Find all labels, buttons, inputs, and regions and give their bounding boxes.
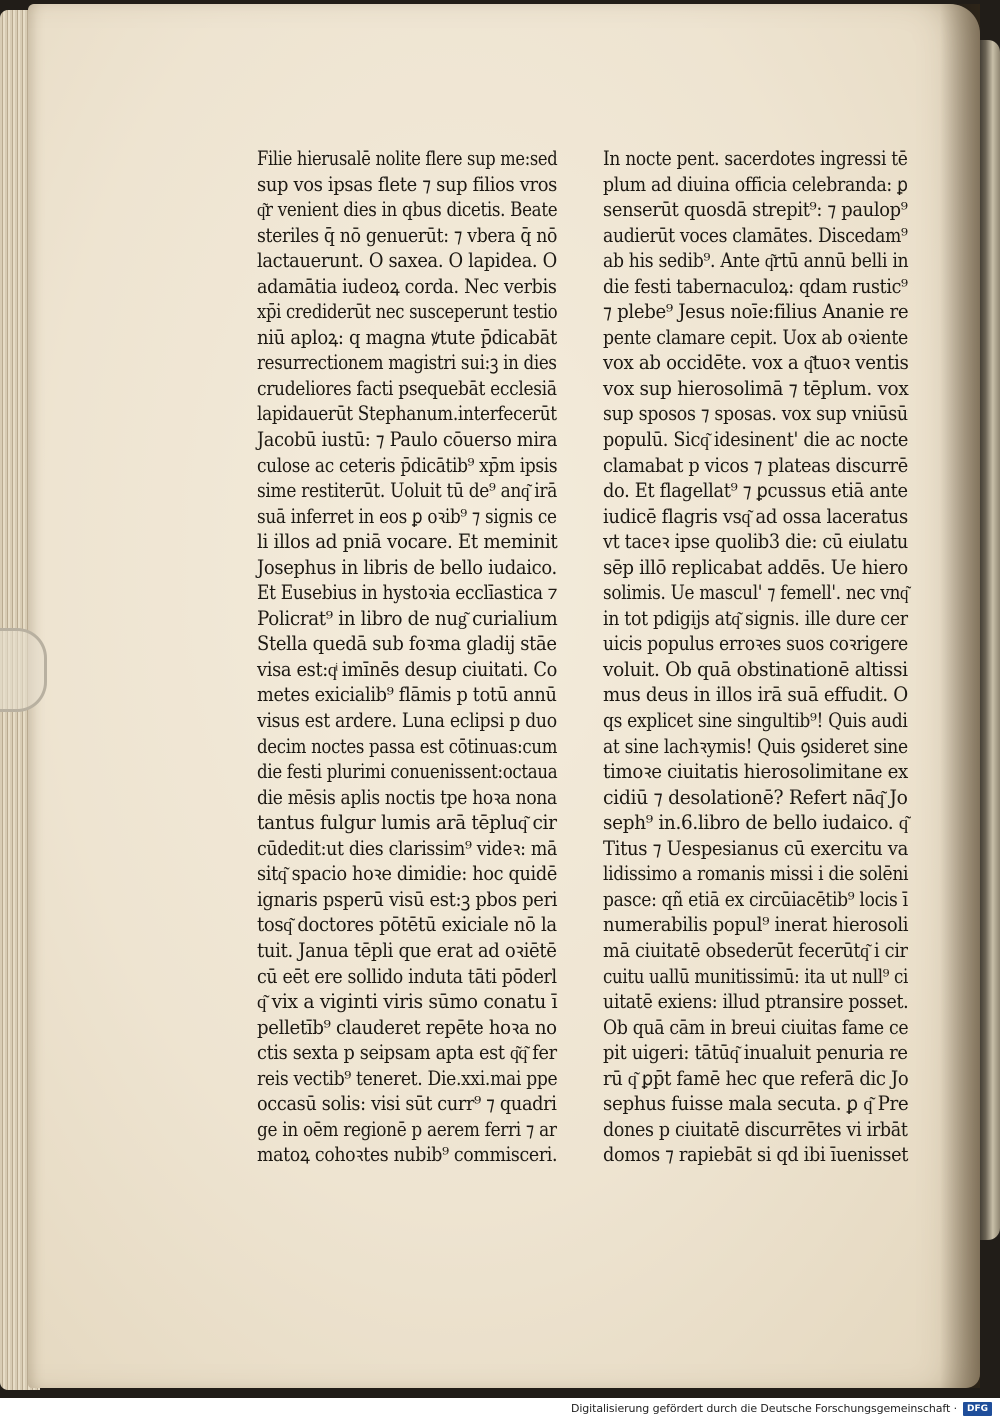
text-line: in tot pdigijs atq͂ signis. ille dure cer (603, 606, 908, 630)
text-line: voluit. Ob quā obstinationē altissi (603, 657, 908, 681)
text-line: visus est ardere. Luna eclipsi p duo (257, 709, 557, 733)
text-line: ignaris psperū visū est:ꝫ pbos peri (257, 887, 558, 911)
text-line: timoꝛe ciuitatis hierosolimitane ex (603, 760, 908, 784)
text-line: q͂ vix a viginti viris sūmo conatu ī (257, 990, 558, 1014)
page-gutter-shadow (940, 4, 980, 1388)
dfg-logo-icon: DFG (963, 1402, 992, 1416)
text-line: pelletīb⁹ clauderet repēte hoꝛa no (257, 1015, 557, 1039)
text-line: Et Eusebius in hystoꝛia ecclīastica ⁊ (257, 581, 558, 605)
text-line: suā inferret in eos ꝑ oꝛib⁹ ⁊ signis ce (257, 504, 557, 528)
text-line: mus deus in illos irā suā effudit. O (603, 683, 908, 707)
text-line: vox sup hierosolimā ⁊ tēplum. vox (603, 376, 909, 400)
text-line: cūdedit:ut dies clarissim⁹ videꝛ: mā (257, 836, 557, 860)
text-line: pit uigeri: tātūq͂ inualuit penuria re (603, 1041, 908, 1065)
text-line: sephus fuisse mala secuta. ꝑ q͂ Pre (603, 1092, 909, 1116)
text-line: at sine lachꝛymis! Quis ꝯsideret sine (603, 734, 908, 758)
text-line: plum ad diuina officia celebranda: ꝑ (603, 172, 908, 196)
text-line: cū eēt ere sollido induta tāti pōderl (257, 964, 557, 988)
text-line: pasce: qñ etiā ex circūiacētib⁹ locis ī (603, 887, 908, 911)
text-line: uicis populus erroꝛes suos coꝛrigere (603, 632, 908, 656)
digitization-footer (0, 1398, 1000, 1419)
footer-credit-text: Digitalisierung gefördert durch die Deutsche Forschungsgemeinschaft · (570, 1402, 957, 1415)
text-line: Titus ⁊ Uespesianus cū exercitu va (603, 836, 909, 860)
text-line: Jacobū iustū: ⁊ Paulo cōuerso mira (257, 428, 558, 452)
text-line: sitq͂ spacio hoꝛe dimidie: hoc quidē (257, 862, 557, 886)
text-line: occasū solis: visi sūt curr⁹ ⁊ quadri (257, 1092, 557, 1116)
text-line: senserūt quosdā strepit⁹: ⁊ paulop⁹ (603, 198, 908, 222)
right-text-column (603, 146, 908, 1168)
text-line: die festi tabernaculoꝝ: qdam rustic⁹ (603, 274, 908, 298)
text-line: lactauerunt. O saxea. O lapidea. O (257, 249, 557, 273)
text-line: clamabat p vicos ⁊ plateas discurrē (603, 453, 908, 477)
text-line: audierūt voces clamātes. Discedam⁹ (603, 223, 908, 247)
text-line: Ob quā cām in breui ciuitas fame ce (603, 1015, 909, 1039)
text-line: uitatē exiens: illud ptransire posset. (603, 990, 909, 1014)
text-line: Stella quedā sub foꝛma gladij stāe (257, 632, 557, 656)
text-line: populū. Sicq͂ idesinent' die ac nocte (603, 428, 909, 452)
text-line: sime restiterūt. Uoluit tū de⁹ anq͂ irā (257, 479, 558, 503)
text-line: die festi plurimi conuenissent:octaua (257, 760, 558, 784)
text-line: In nocte pent. sacerdotes ingressi tē (603, 147, 908, 170)
text-line: tosq͂ doctores pōtētū exiciale nō la (257, 913, 557, 937)
text-line: Policrat⁹ in libro de nug͂ curialium (257, 606, 558, 630)
text-line: vt taceꝛ ipse quolib3 die: cū eiulatu (603, 530, 908, 554)
text-line: cidiū ⁊ desolationē? Refert nāq͂ Jo (603, 785, 908, 809)
text-line: Josephus in libris de bello iudaico. (257, 555, 557, 579)
text-line: do. Et flagellat⁹ ⁊ ꝑcussus etiā ante (603, 479, 908, 503)
text-line: numerabilis popul⁹ inerat hierosoli (603, 913, 909, 937)
text-line: solimis. Ue mascul' ⁊ femell'. nec vnq͂ (603, 581, 909, 605)
text-line: tuit. Janua tēpli que erat ad oꝛiētē (257, 938, 557, 962)
text-line: cuitu uallū munitissimū: ita ut null⁹ ci (603, 964, 908, 988)
text-line: reis vectib⁹ teneret. Die.xxi.mai ppe (257, 1066, 558, 1090)
text-line: li illos ad pniā vocare. Et meminit (257, 530, 558, 554)
left-text-column (257, 146, 557, 1168)
text-line: matoꝝ cohoꝛtes nubib⁹ commisceri. (257, 1143, 558, 1167)
text-line: pente clamare cepit. Uox ab oꝛiente (603, 325, 908, 349)
text-line: dones p ciuitatē discurrētes vi irbāt (603, 1117, 908, 1141)
text-line: resurrectionem magistri sui:ꝫ in dies (257, 351, 557, 375)
text-line: metes exicialib⁹ flāmis p totū annū (257, 683, 557, 707)
text-line: lidissimo a romanis missi i die solēni (603, 862, 909, 886)
text-line: visa est:qͥ imīnēs desup ciuitati. Co (257, 657, 557, 681)
text-line: ⁊ plebe⁹ Jesus noīe:filius Ananie re (603, 300, 909, 324)
text-line: vox ab occidēte. vox a q͂tuoꝛ ventis (603, 351, 909, 375)
text-line: xp̄i crediderūt nec susceperunt testio (257, 300, 558, 324)
text-line: decim noctes passa est cōtinuas:cum (257, 734, 558, 758)
text-line: rū q͂ ꝑp̄t famē hec que referā dic Jo (603, 1066, 909, 1090)
text-line: sēp illō replicabat addēs. Ue hiero (603, 555, 908, 579)
text-line: ctis sexta p seipsam apta est q͂q͂ fer (257, 1041, 557, 1065)
text-line: ab his sedib⁹. Ante q͂rtū annū belli in (603, 249, 909, 273)
text-line: culose ac ceteris p̄dicātib⁹ xp̄m ipsis (257, 453, 558, 477)
text-line: ge in oēm regionē p aerem ferri ⁊ ar (257, 1117, 557, 1141)
text-line: lapidauerūt Stephanum.interfecerūt (257, 402, 557, 426)
text-line: crudeliores facti psequebāt ecclesiā (257, 376, 557, 400)
text-line: qs explicet sine singultib⁹! Quis audi (603, 709, 908, 733)
text-line: iudicē flagris vsq͂ ad ossa laceratus (603, 504, 908, 528)
text-line: sup vos ipsas flete ⁊ sup filios vros (257, 172, 558, 196)
text-line: die mēsis aplis noctis tpe hoꝛa nona (257, 785, 557, 809)
bookmark-ribbon (0, 628, 47, 712)
text-line: mā ciuitatē obsederūt fecerūtq͂ i cir (603, 938, 908, 962)
text-line: tantus fulgur lumis arā tēpluq͂ cir (257, 811, 557, 835)
text-line: domos ⁊ rapiebāt si qd ibi īuenisset (603, 1143, 908, 1167)
text-line: niū aploꝝ: q magna ꝟtute p̄dicabāt (257, 325, 557, 349)
text-line: seph⁹ in.6.libro de bello iudaico. q͂ (603, 811, 908, 835)
text-line: Filie hierusalē nolite flere sup me:sed (257, 147, 558, 170)
text-line: steriles q̄ nō genuerūt: ⁊ vbera q̄ nō (257, 223, 558, 247)
text-line: q͂r venient dies in qbus dicetis. Beate (257, 198, 558, 222)
text-line: sup sposos ⁊ sposas. vox sup vniūsū (603, 402, 908, 426)
text-line: adamātia iudeoꝝ corda. Nec verbis (257, 274, 557, 298)
